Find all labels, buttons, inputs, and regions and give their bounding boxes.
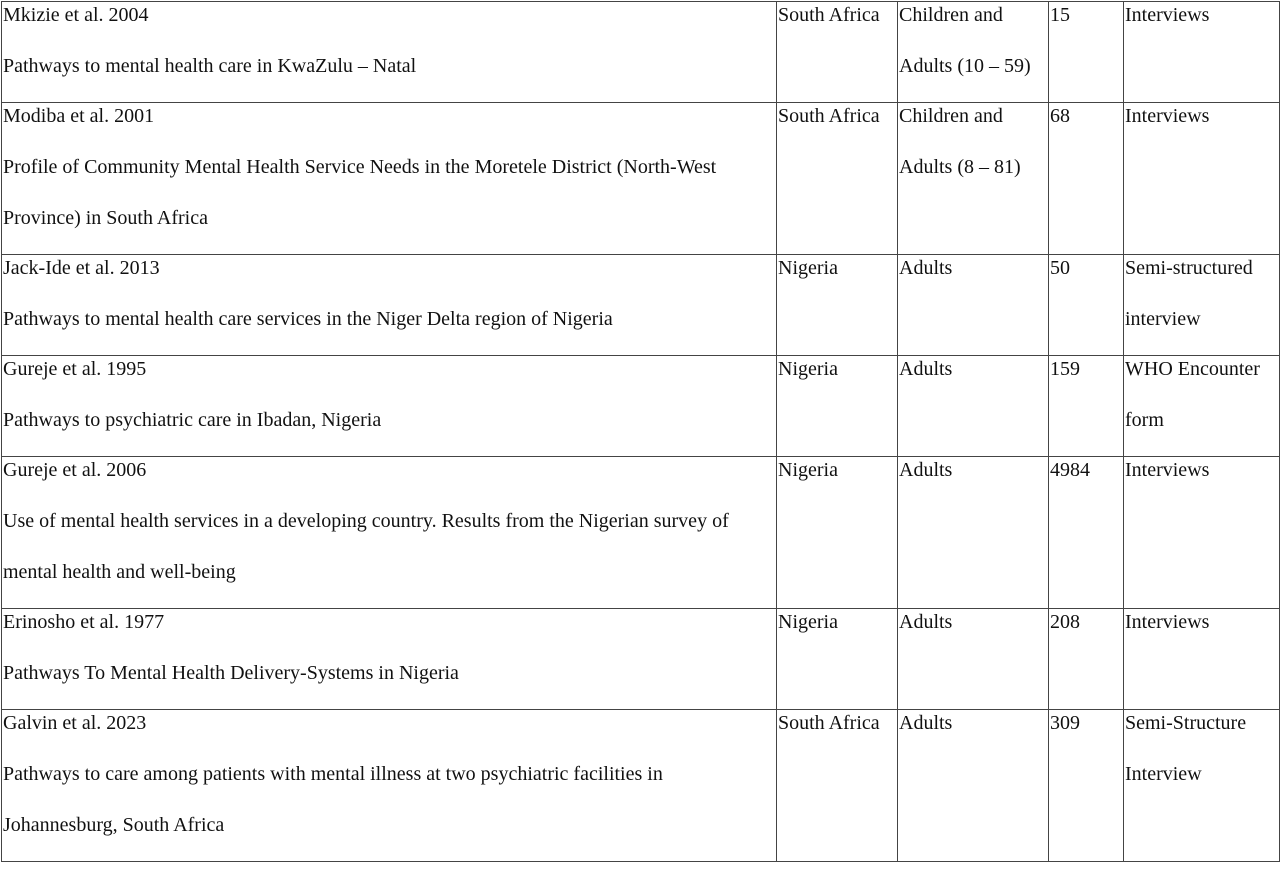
country-cell: [777, 710, 898, 862]
sample-cell: [1049, 2, 1124, 103]
study-sample-size: 4984: [1050, 459, 1090, 481]
country-cell: [777, 356, 898, 457]
method-cell: [1124, 2, 1280, 103]
study-country: Nigeria: [778, 611, 838, 633]
study-country: Nigeria: [778, 459, 838, 481]
table-row: [2, 710, 1280, 862]
study-citation: Erinosho et al. 1977: [3, 611, 165, 633]
study-citation: Gureje et al. 2006: [3, 459, 147, 481]
method-cell: [1124, 255, 1280, 356]
population-cell: [898, 710, 1049, 862]
study-citation: Jack-Ide et al. 2013: [3, 257, 160, 279]
country-cell: [777, 255, 898, 356]
table-row: [2, 609, 1280, 710]
table-row: [2, 2, 1280, 103]
study-sample-size: 309: [1050, 712, 1080, 734]
study-sample-size: 159: [1050, 358, 1080, 380]
studies-table: [1, 1, 1280, 862]
study-cell: [2, 2, 777, 103]
study-sample-size: 208: [1050, 611, 1080, 633]
study-citation: Mkizie et al. 2004: [3, 4, 149, 26]
method-cell: [1124, 457, 1280, 609]
study-population: Adults: [899, 257, 953, 279]
study-population: Adults: [899, 712, 953, 734]
study-method: Interviews: [1125, 611, 1210, 633]
population-cell: [898, 609, 1049, 710]
country-cell: [777, 103, 898, 255]
population-cell: [898, 356, 1049, 457]
study-population: Adults: [899, 611, 953, 633]
study-population-range: Adults (10 – 59): [899, 55, 1031, 77]
population-cell: [898, 103, 1049, 255]
study-cell: [2, 356, 777, 457]
sample-cell: [1049, 710, 1124, 862]
study-country: South Africa: [778, 4, 880, 26]
study-method: Interviews: [1125, 459, 1210, 481]
method-cell: [1124, 710, 1280, 862]
study-title: Pathways to psychiatric care in Ibadan, Nigeria: [3, 409, 382, 431]
table-row: [2, 103, 1280, 255]
study-title: Pathways To Mental Health Delivery-Systems in Nigeria: [3, 662, 459, 684]
study-country: South Africa: [778, 105, 880, 127]
study-country: Nigeria: [778, 358, 838, 380]
sample-cell: [1049, 356, 1124, 457]
study-cell: [2, 457, 777, 609]
study-cell: [2, 609, 777, 710]
study-population: Adults: [899, 358, 953, 380]
table-row: [2, 255, 1280, 356]
population-cell: [898, 255, 1049, 356]
sample-cell: [1049, 103, 1124, 255]
study-method: WHO Encounter form: [1125, 358, 1260, 431]
study-title: Pathways to mental health care services in the Niger Delta region of Nigeria: [3, 308, 613, 330]
population-cell: [898, 457, 1049, 609]
sample-cell: [1049, 255, 1124, 356]
study-title: Pathways to mental health care in KwaZulu – Natal: [3, 55, 417, 77]
study-country: South Africa: [778, 712, 880, 734]
study-method: Interviews: [1125, 105, 1210, 127]
method-cell: [1124, 609, 1280, 710]
method-cell: [1124, 356, 1280, 457]
country-cell: [777, 457, 898, 609]
study-sample-size: 50: [1050, 257, 1070, 279]
study-method: Semi-Structure Interview: [1125, 712, 1247, 785]
study-population: Adults: [899, 459, 953, 481]
study-cell: [2, 710, 777, 862]
study-citation: Galvin et al. 2023: [3, 712, 147, 734]
study-population-range: Adults (8 – 81): [899, 156, 1021, 178]
sample-cell: [1049, 457, 1124, 609]
study-citation: Modiba et al. 2001: [3, 105, 155, 127]
method-cell: [1124, 103, 1280, 255]
study-cell: [2, 255, 777, 356]
country-cell: [777, 2, 898, 103]
study-method: Interviews: [1125, 4, 1210, 26]
population-cell: [898, 2, 1049, 103]
table-row: [2, 457, 1280, 609]
study-title: Use of mental health services in a developing country. Results from the Nigerian survey of mental health and well-being: [3, 510, 729, 583]
country-cell: [777, 609, 898, 710]
study-cell: [2, 103, 777, 255]
study-citation: Gureje et al. 1995: [3, 358, 147, 380]
study-population: Children and: [899, 105, 1003, 127]
study-sample-size: 68: [1050, 105, 1070, 127]
sample-cell: [1049, 609, 1124, 710]
study-sample-size: 15: [1050, 4, 1070, 26]
study-country: Nigeria: [778, 257, 838, 279]
table-row: [2, 356, 1280, 457]
study-title: Pathways to care among patients with mental illness at two psychiatric facilities in Johannesburg, South Africa: [3, 763, 663, 836]
study-population: Children and: [899, 4, 1003, 26]
study-title: Profile of Community Mental Health Service Needs in the Moretele District (North-West Province) in South Africa: [3, 156, 717, 229]
study-method: Semi-structured interview: [1125, 257, 1253, 330]
